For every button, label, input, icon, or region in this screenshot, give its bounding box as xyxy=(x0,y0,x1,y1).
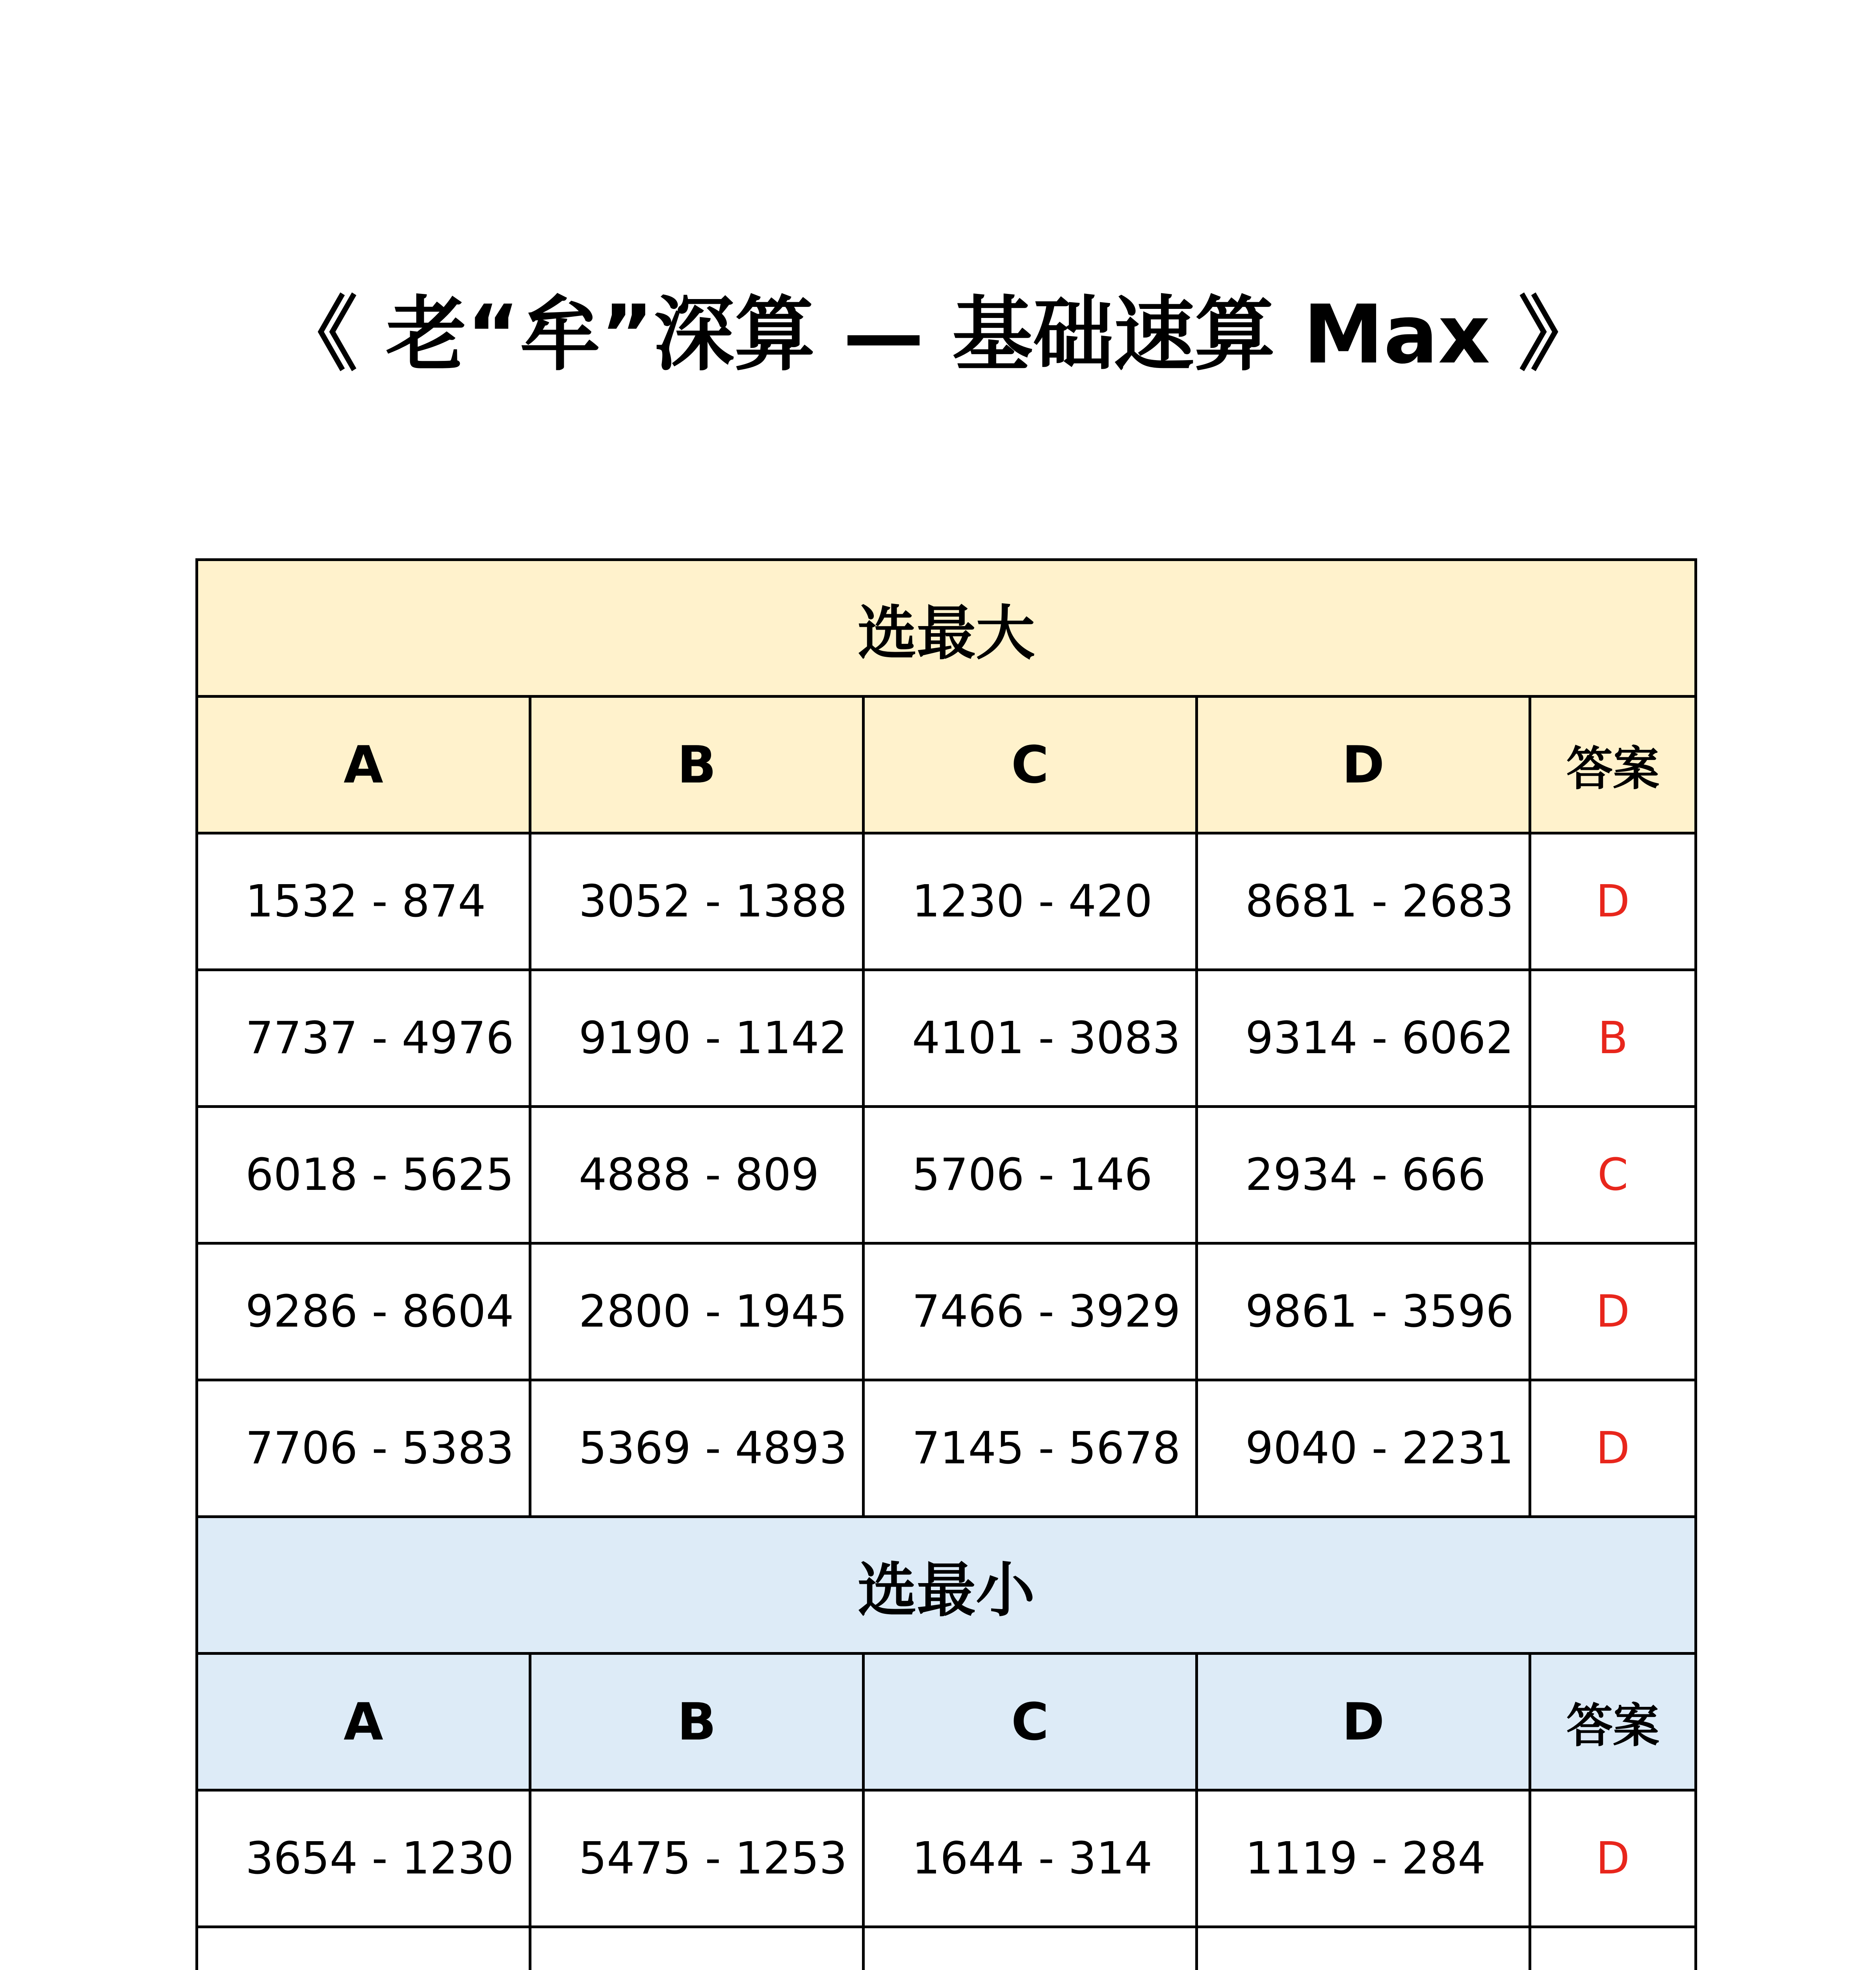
section-header-min xyxy=(197,1517,1696,1654)
cell-c: 1644 - 314 xyxy=(864,1790,1197,1927)
cell-d: 9040 - 2231 xyxy=(1197,1380,1530,1517)
page-title: 《 老“牟”深算 — 基础速算 Max 》 xyxy=(277,288,1599,382)
table-row xyxy=(197,833,1696,970)
column-header-row xyxy=(197,1654,1696,1790)
cell-c: 5706 - 146 xyxy=(864,1107,1197,1243)
cell-c: 1230 - 420 xyxy=(864,833,1197,970)
cell-d: 8681 - 2683 xyxy=(1197,833,1530,970)
cell-a: 7737 - 4976 xyxy=(197,970,530,1107)
cell-a xyxy=(197,1927,530,1970)
table-row xyxy=(197,1927,1696,1970)
section-title-max: 选最大 xyxy=(197,560,1696,697)
column-header-c: C xyxy=(864,1654,1197,1790)
cell-b: 3052 - 1388 xyxy=(530,833,864,970)
answer-cell: B xyxy=(1530,970,1696,1107)
answer-cell xyxy=(1530,1927,1696,1970)
answer-cell: D xyxy=(1530,1380,1696,1517)
cell-a: 3654 - 1230 xyxy=(197,1790,530,1927)
column-header-a: A xyxy=(197,1654,530,1790)
cell-d: 9314 - 6062 xyxy=(1197,970,1530,1107)
cell-b: 4888 - 809 xyxy=(530,1107,864,1243)
column-header-row xyxy=(197,697,1696,833)
column-header-a: A xyxy=(197,697,530,833)
answer-cell: D xyxy=(1530,833,1696,970)
cell-c xyxy=(864,1927,1197,1970)
table-row xyxy=(197,1243,1696,1380)
cell-c: 4101 - 3083 xyxy=(864,970,1197,1107)
cell-b: 5475 - 1253 xyxy=(530,1790,864,1927)
column-header-d: D xyxy=(1197,1654,1530,1790)
cell-a: 9286 - 8604 xyxy=(197,1243,530,1380)
column-header-b: B xyxy=(530,697,864,833)
cell-d: 1119 - 284 xyxy=(1197,1790,1530,1927)
table-row xyxy=(197,1107,1696,1243)
column-header-answer: 答案 xyxy=(1530,697,1696,833)
cell-a: 6018 - 5625 xyxy=(197,1107,530,1243)
cell-a: 1532 - 874 xyxy=(197,833,530,970)
cell-a: 7706 - 5383 xyxy=(197,1380,530,1517)
table-row xyxy=(197,1380,1696,1517)
cell-b: 2800 - 1945 xyxy=(530,1243,864,1380)
answer-cell: D xyxy=(1530,1243,1696,1380)
cell-d xyxy=(1197,1927,1530,1970)
column-header-d: D xyxy=(1197,697,1530,833)
cell-c: 7145 - 5678 xyxy=(864,1380,1197,1517)
answer-cell: D xyxy=(1530,1790,1696,1927)
answer-cell: C xyxy=(1530,1107,1696,1243)
column-header-answer: 答案 xyxy=(1530,1654,1696,1790)
cell-b xyxy=(530,1927,864,1970)
cell-c: 7466 - 3929 xyxy=(864,1243,1197,1380)
cell-d: 2934 - 666 xyxy=(1197,1107,1530,1243)
table-row xyxy=(197,1790,1696,1927)
worksheet-table xyxy=(195,558,1697,1970)
cell-d: 9861 - 3596 xyxy=(1197,1243,1530,1380)
cell-b: 5369 - 4893 xyxy=(530,1380,864,1517)
section-title-min: 选最小 xyxy=(197,1517,1696,1654)
column-header-c: C xyxy=(864,697,1197,833)
section-header-max xyxy=(197,560,1696,697)
cell-b: 9190 - 1142 xyxy=(530,970,864,1107)
table-row xyxy=(197,970,1696,1107)
column-header-b: B xyxy=(530,1654,864,1790)
